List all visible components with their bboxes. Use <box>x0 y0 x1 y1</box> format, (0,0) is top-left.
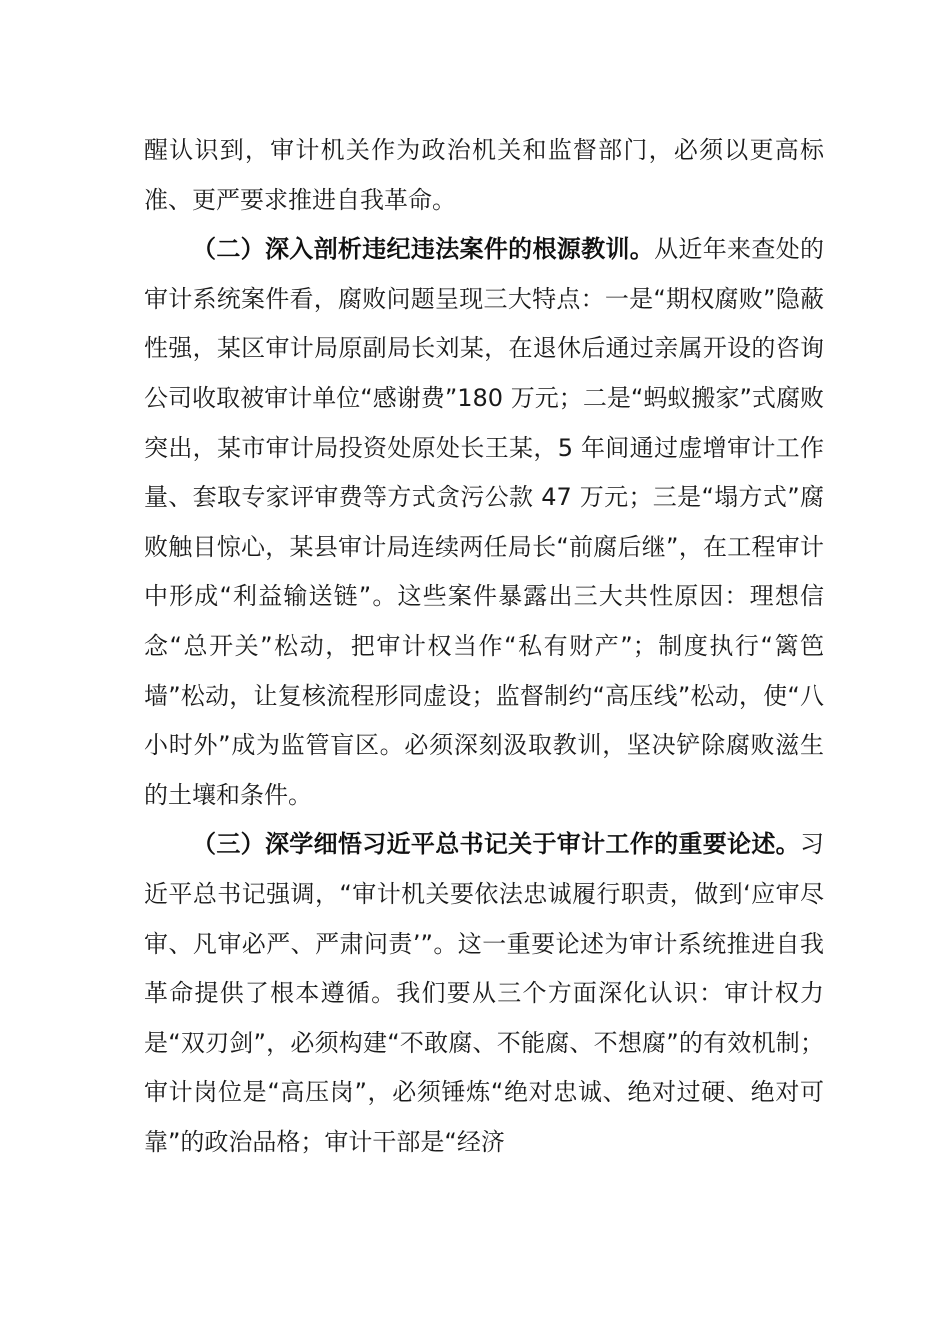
section-heading: （三）深学细悟习近平总书记关于审计工作的重要论述。 <box>192 830 800 859</box>
paragraph-section-3 <box>144 820 824 1167</box>
paragraph-text: 从近年来查处的审计系统案件看，腐败问题呈现三大特点：一是“期权腐败”隐蔽性强，某区审计局原副局长刘某，在退休后通过亲属开设的咨询公司收取被审计单位“感谢费”180 万元；二是“蚂蚁搬家”式腐败突出，某市审计局投资处原处长王某，5 年间通过虚增审计工作量、套取专家评审费等方式贪污公款 47 万元；三是“塌方式”腐败触目惊心，某县审计局连续两任局长“前腐后继”，在工程审计中形成“利益输送链”。这些案件暴露出三大共性原因：理想信念“总开关”松动，把审计权当作“私有财产”；制度执行“篱笆墙”松动，让复核流程形同虚设；监督制约“高压线”松动，使“八小时外”成为监管盲区。必须深刻汲取教训，坚决铲除腐败滋生的土壤和条件。 <box>144 235 825 809</box>
paragraph-continuation <box>144 126 824 225</box>
document-body <box>144 126 824 1167</box>
paragraph-text: 醒认识到，审计机关作为政治机关和监督部门，必须以更高标准、更严要求推进自我革命。 <box>144 136 824 214</box>
paragraph-section-2 <box>144 225 824 820</box>
section-heading: （二）深入剖析违纪违法案件的根源教训。 <box>192 235 655 264</box>
paragraph-text: 习近平总书记强调，“审计机关要依法忠诚履行职责，做到‘应审尽审、凡审必严、严肃问责’”。这一重要论述为审计系统推进自我革命提供了根本遵循。我们要从三个方面深化认识：审计权力是“双刃剑”，必须构建“不敢腐、不能腐、不想腐”的有效机制；审计岗位是“高压岗”，必须锤炼“绝对忠诚、绝对过硬、绝对可靠”的政治品格；审计干部是“经济 <box>144 830 824 1156</box>
